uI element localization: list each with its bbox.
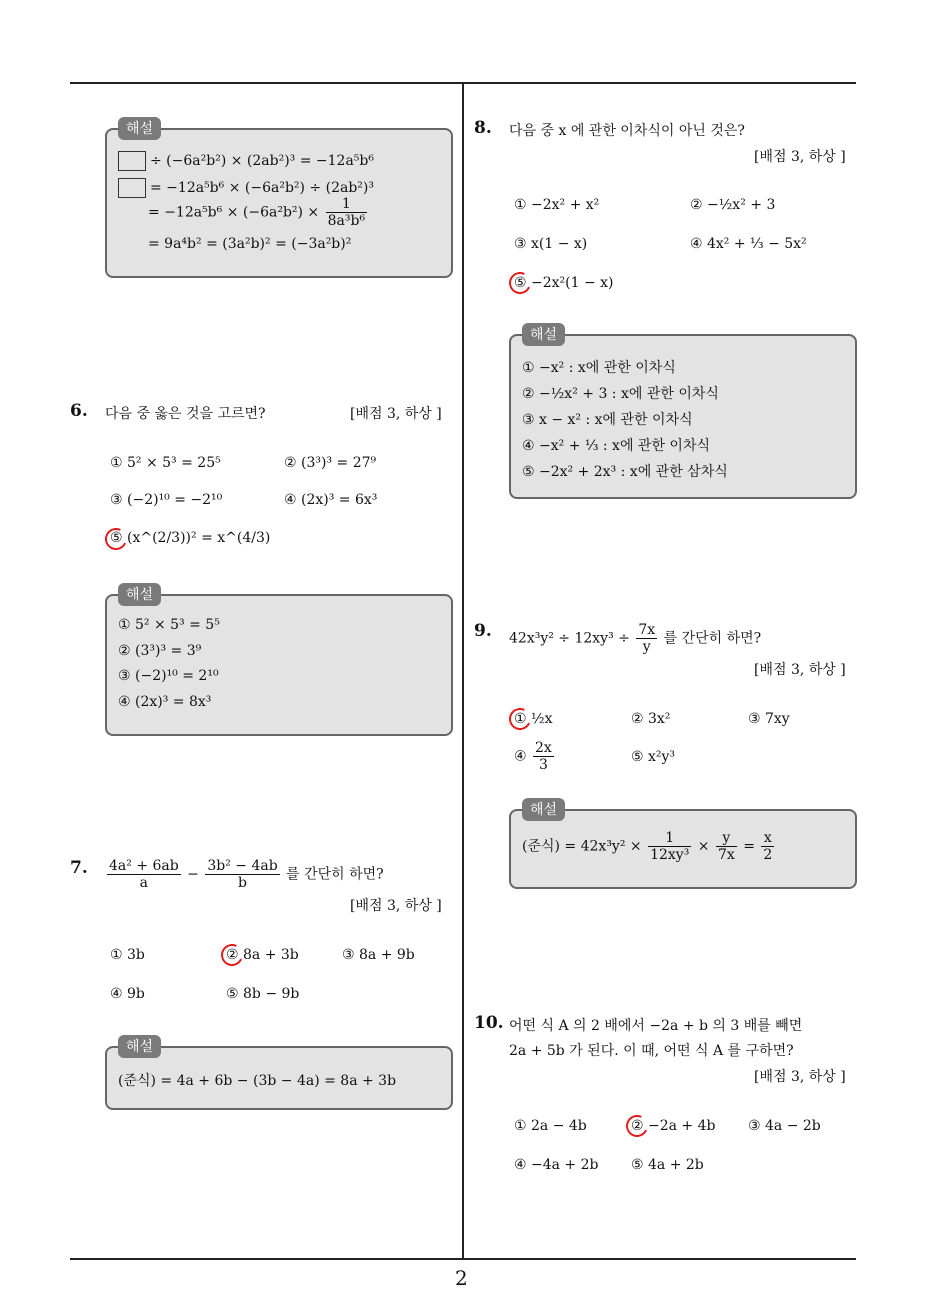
question-meta: [배점 3, 하상 ]: [754, 662, 846, 678]
question-meta: [배점 3, 하상 ]: [350, 406, 442, 422]
solution-line: (준식) = 4a + 6b − (3b − 4a) = 8a + 3b: [118, 1073, 397, 1089]
fraction: $\frac{x}{2}$: [763, 830, 773, 863]
option-1[interactable]: ① 2a − 4b: [514, 1118, 587, 1134]
solution-tag: 해설: [118, 1035, 161, 1058]
option-1[interactable]: ① ½x: [514, 711, 553, 727]
option-1[interactable]: ① 3b: [110, 947, 145, 963]
answer-mark: [506, 705, 534, 733]
fraction: $\frac{1}{\text{12xy³}}$: [650, 830, 690, 863]
solution-line: = −12a⁵b⁶ × (−6a²b²) ÷ (2ab²)³: [118, 178, 374, 198]
option-2[interactable]: ② 3x²: [631, 711, 671, 727]
question-number: 8.: [474, 118, 492, 138]
option-5[interactable]: ⑤ (x^(2/3))² = x^(4/3): [110, 530, 271, 546]
question-expression: 42x³y² ÷ 12xy³ ÷ $\frac{7x}{y}$ 를 간단히 하면?: [509, 622, 762, 655]
question-text: 다음 중 옳은 것을 고르면?: [105, 406, 266, 422]
column-divider: [462, 84, 464, 1260]
fraction: $\frac{1}{\text{8a³b⁶}}$: [327, 196, 366, 229]
solution-line: (준식) = 42x³y² × $\frac{1}{\text{12xy³}}$ × $\frac{y}{7x}$ = $\frac{x}{2}$: [522, 830, 773, 863]
solution-line: = 9a⁴b² = (3a²b)² = (−3a²b)²: [148, 236, 352, 252]
solution-tag: 해설: [118, 117, 161, 140]
fraction: $\frac{2x}{3}$: [535, 740, 552, 773]
option-5[interactable]: ⑤ 4a + 2b: [631, 1157, 704, 1173]
solution-line: ÷ (−6a²b²) × (2ab²)³ = −12a⁵b⁶: [118, 151, 374, 171]
bottom-rule: [70, 1258, 856, 1260]
solution-line: = −12a⁵b⁶ × (−6a²b²) × $\frac{1}{\text{8a³b⁶}}$: [148, 196, 366, 229]
option-2[interactable]: ② (3³)³ = 27⁹: [284, 455, 377, 471]
fraction: $\frac{7x}{y}$: [638, 622, 656, 655]
option-2[interactable]: ② −2a + 4b: [631, 1118, 716, 1134]
option-1[interactable]: ① −2x² + x²: [514, 197, 600, 213]
option-4[interactable]: ④ 4x² + ⅓ − 5x²: [690, 236, 807, 252]
solution-line: ③ x − x² : x에 관한 이차식: [522, 412, 693, 428]
fraction: $\frac{\text{3b² − 4ab}}{b}$: [207, 858, 278, 891]
option-5[interactable]: ⑤ −2x²(1 − x): [514, 275, 614, 291]
question-meta: [배점 3, 하상 ]: [754, 149, 846, 165]
question-text: 다음 중 x 에 관한 이차식이 아닌 것은?: [509, 123, 745, 139]
solution-line: ③ (−2)¹⁰ = 2¹⁰: [118, 668, 219, 684]
option-3[interactable]: ③ x(1 − x): [514, 236, 588, 252]
option-3[interactable]: ③ 7xy: [748, 711, 790, 727]
option-5[interactable]: ⑤ 8b − 9b: [226, 986, 300, 1002]
question-number: 7.: [70, 858, 88, 878]
blank-box: [118, 151, 146, 171]
solution-line: ④ (2x)³ = 8x³: [118, 694, 212, 710]
solution-line: ④ −x² + ⅓ : x에 관한 이차식: [522, 438, 710, 454]
option-3[interactable]: ③ 4a − 2b: [748, 1118, 821, 1134]
solution-box-q6: [105, 594, 453, 736]
option-2[interactable]: ② −½x² + 3: [690, 197, 776, 213]
option-4[interactable]: ④ $\frac{2x}{3}$: [514, 740, 552, 773]
solution-line: ① 5² × 5³ = 5⁵: [118, 617, 220, 633]
question-meta: [배점 3, 하상 ]: [350, 898, 442, 914]
solution-tag: 해설: [522, 798, 565, 821]
option-4[interactable]: ④ (2x)³ = 6x³: [284, 492, 378, 508]
option-1[interactable]: ① 5² × 5³ = 25⁵: [110, 455, 221, 471]
answer-mark: [218, 941, 246, 969]
option-2[interactable]: ② 8a + 3b: [226, 947, 299, 963]
solution-tag: 해설: [522, 323, 565, 346]
solution-line: ② −½x² + 3 : x에 관한 이차식: [522, 386, 719, 402]
option-3[interactable]: ③ 8a + 9b: [342, 947, 415, 963]
question-number: 10.: [474, 1013, 504, 1033]
fraction: $\frac{y}{7x}$: [717, 830, 735, 863]
answer-mark: [506, 269, 534, 297]
solution-line: ② (3³)³ = 3⁹: [118, 643, 202, 659]
fraction: $\frac{\text{4a² + 6ab}}{a}$: [109, 858, 179, 891]
option-5[interactable]: ⑤ x²y³: [631, 749, 676, 765]
solution-tag: 해설: [118, 583, 161, 606]
solution-line: ⑤ −2x² + 2x³ : x에 관한 삼차식: [522, 464, 728, 480]
question-meta: [배점 3, 하상 ]: [754, 1069, 846, 1085]
option-4[interactable]: ④ −4a + 2b: [514, 1157, 599, 1173]
option-3[interactable]: ③ (−2)¹⁰ = −2¹⁰: [110, 492, 223, 508]
solution-line: ① −x² : x에 관한 이차식: [522, 360, 676, 376]
question-text: 2a + 5b 가 된다. 이 때, 어떤 식 A 를 구하면?: [509, 1043, 794, 1059]
question-expression: $\frac{\text{4a² + 6ab}}{a}$ − $\frac{\text{3b² − 4ab}}{b}$ 를 간단히 하면?: [109, 858, 384, 891]
blank-box: [118, 178, 146, 198]
answer-mark: [623, 1112, 651, 1140]
page-number: 2: [455, 1266, 468, 1290]
question-number: 6.: [70, 401, 88, 421]
question-text: 어떤 식 A 의 2 배에서 −2a + b 의 3 배를 빼면: [509, 1018, 803, 1034]
option-4[interactable]: ④ 9b: [110, 986, 145, 1002]
question-number: 9.: [474, 621, 492, 641]
